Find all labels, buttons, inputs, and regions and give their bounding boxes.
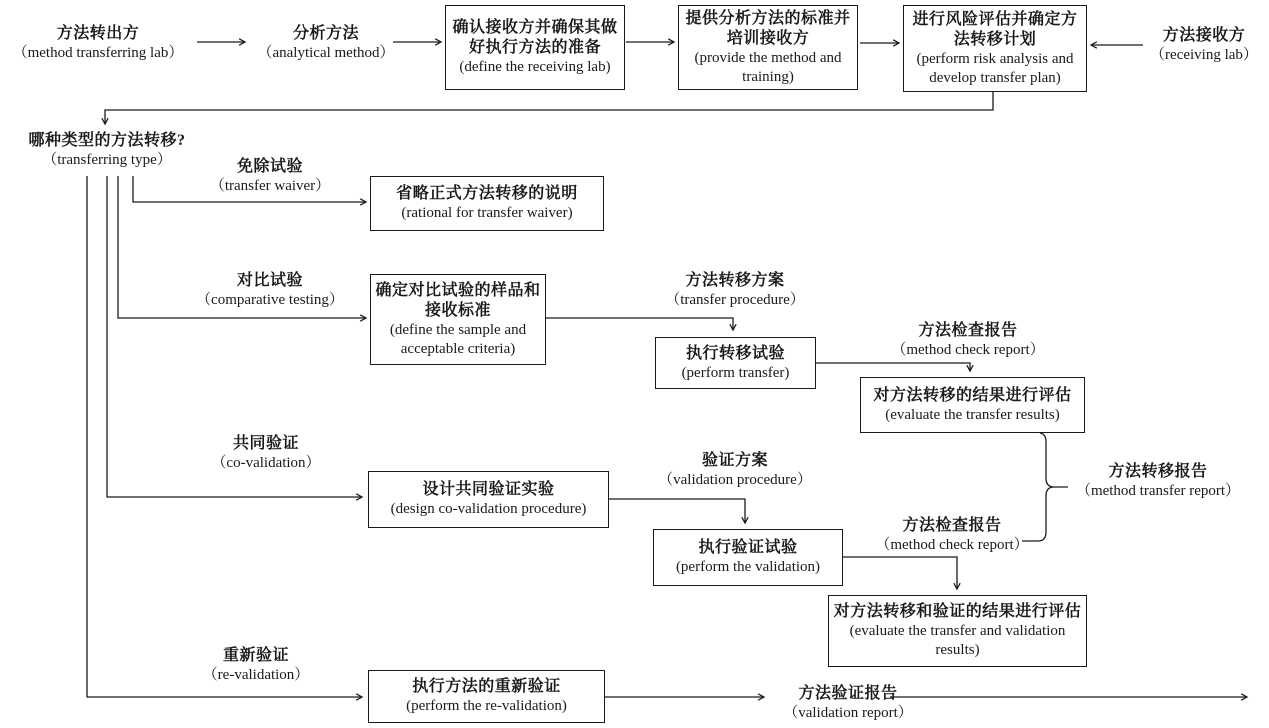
- connector-perform-validation-to-evaluate: [843, 557, 957, 589]
- box-evaluate-transfer-results: [860, 377, 1085, 433]
- label-method-check-report-2-zh: 方法检查报告: [902, 517, 1002, 534]
- label-method-transferring-lab-zh: 方法转出方: [56, 25, 140, 42]
- label-transfer-procedure: [640, 271, 830, 310]
- label-receiving-lab-zh: 方法接收方: [1162, 27, 1246, 44]
- box-define-receiving-lab: [445, 5, 625, 90]
- label-comparative-testing: [170, 271, 370, 310]
- box-perform-validation-en: (perform the validation): [675, 559, 821, 575]
- label-method-check-report-1: [873, 321, 1063, 360]
- box-perform-validation: [653, 529, 843, 586]
- box-perform-transfer-en: (perform transfer): [681, 364, 790, 381]
- label-re-validation: [176, 646, 336, 685]
- label-analytical-method-zh: 分析方法: [292, 25, 359, 42]
- box-waiver-rationale: [370, 176, 604, 231]
- connector-risk-to-decision: [105, 92, 993, 124]
- connector-perform-transfer-to-evaluate: [816, 363, 970, 371]
- label-method-transferring-lab-en: （method transferring lab）: [12, 45, 184, 61]
- label-method-transfer-report-en: （method transfer report）: [1075, 483, 1241, 499]
- label-method-transferring-lab: [3, 24, 193, 63]
- box-perform-re-validation-en: (perform the re-validation): [406, 698, 567, 714]
- box-provide-method-and-training-en: (provide the method and training): [694, 49, 842, 85]
- label-analytical-method-en: （analytical method）: [257, 45, 395, 61]
- box-perform-re-validation-zh: 执行方法的重新验证: [412, 678, 561, 695]
- connector-design-to-perform-validation: [609, 499, 745, 523]
- label-validation-procedure: [640, 451, 830, 490]
- label-validation-report: [768, 684, 928, 723]
- label-method-check-report-1-en: （method check report）: [891, 342, 1045, 358]
- box-evaluate-transfer-validation-results: [828, 595, 1087, 667]
- label-transfer-waiver-en: （transfer waiver）: [209, 178, 331, 194]
- label-transfer-waiver-zh: 免除试验: [236, 158, 303, 175]
- box-provide-method-and-training-zh: 提供分析方法的标准并培训接收方: [685, 9, 851, 47]
- label-co-validation-zh: 共同验证: [232, 435, 299, 452]
- box-define-receiving-lab-zh: 确认接收方并确保其做好执行方法的准备: [452, 19, 618, 56]
- box-waiver-rationale-en: (rational for transfer waiver): [401, 205, 573, 221]
- label-co-validation: [186, 434, 346, 473]
- box-provide-method-and-training: [678, 5, 858, 90]
- label-transfer-procedure-en: （transfer procedure）: [665, 292, 805, 308]
- box-perform-re-validation: [368, 670, 605, 723]
- label-method-transfer-report: [1058, 462, 1258, 501]
- label-method-transfer-report-zh: 方法转移报告: [1108, 463, 1208, 480]
- label-receiving-lab: [1124, 26, 1269, 65]
- label-transfer-procedure-zh: 方法转移方案: [685, 272, 785, 289]
- label-validation-report-zh: 方法验证报告: [798, 685, 898, 702]
- label-transferring-type-zh: 哪种类型的方法转移?: [28, 132, 186, 149]
- label-validation-procedure-en: （validation procedure）: [658, 472, 812, 488]
- connector-sample-to-perform-transfer: [546, 318, 733, 330]
- label-re-validation-en: （re-validation）: [202, 667, 310, 683]
- label-comparative-testing-zh: 对比试验: [236, 272, 303, 289]
- box-evaluate-transfer-validation-results-zh: 对方法转移和验证的结果进行评估: [833, 603, 1082, 620]
- label-receiving-lab-en: （receiving lab）: [1150, 47, 1258, 63]
- box-evaluate-transfer-results-zh: 对方法转移的结果进行评估: [873, 386, 1072, 404]
- box-risk-analysis-transfer-plan: [903, 5, 1087, 92]
- label-transferring-type-en: （transferring type）: [42, 152, 172, 168]
- box-perform-validation-zh: 执行验证试验: [698, 539, 798, 556]
- label-validation-procedure-zh: 验证方案: [701, 452, 768, 469]
- box-waiver-rationale-zh: 省略正式方法转移的说明: [396, 185, 578, 202]
- label-method-check-report-2-en: （method check report）: [875, 537, 1029, 553]
- label-validation-report-en: （validation report）: [783, 705, 913, 721]
- box-evaluate-transfer-results-en: (evaluate the transfer results): [885, 406, 1060, 423]
- box-define-receiving-lab-en: (define the receiving lab): [459, 59, 611, 75]
- box-define-sample-criteria: [370, 274, 546, 365]
- box-risk-analysis-transfer-plan-zh: 进行风险评估并确定方法转移计划: [912, 10, 1078, 48]
- box-design-co-validation-en: (design co-validation procedure): [390, 501, 587, 517]
- label-co-validation-en: （co-validation）: [211, 455, 321, 471]
- box-perform-transfer-zh: 执行转移试验: [685, 344, 785, 362]
- box-design-co-validation-zh: 设计共同验证实验: [422, 481, 555, 498]
- label-re-validation-zh: 重新验证: [222, 647, 289, 664]
- label-method-check-report-1-zh: 方法检查报告: [918, 322, 1018, 339]
- label-method-check-report-2: [852, 516, 1052, 555]
- label-comparative-testing-en: （comparative testing）: [196, 292, 344, 308]
- box-perform-transfer: [655, 337, 816, 389]
- box-evaluate-transfer-validation-results-en: (evaluate the transfer and validation results): [849, 623, 1066, 658]
- label-transfer-waiver: [180, 157, 360, 196]
- box-define-sample-criteria-en: (define the sample and acceptable criteria): [389, 321, 527, 357]
- label-analytical-method: [241, 24, 411, 63]
- box-define-sample-criteria-zh: 确定对比试验的样品和接收标准: [375, 281, 541, 319]
- box-design-co-validation: [368, 471, 609, 528]
- box-risk-analysis-transfer-plan-en: (perform risk analysis and develop transfer plan): [916, 50, 1074, 86]
